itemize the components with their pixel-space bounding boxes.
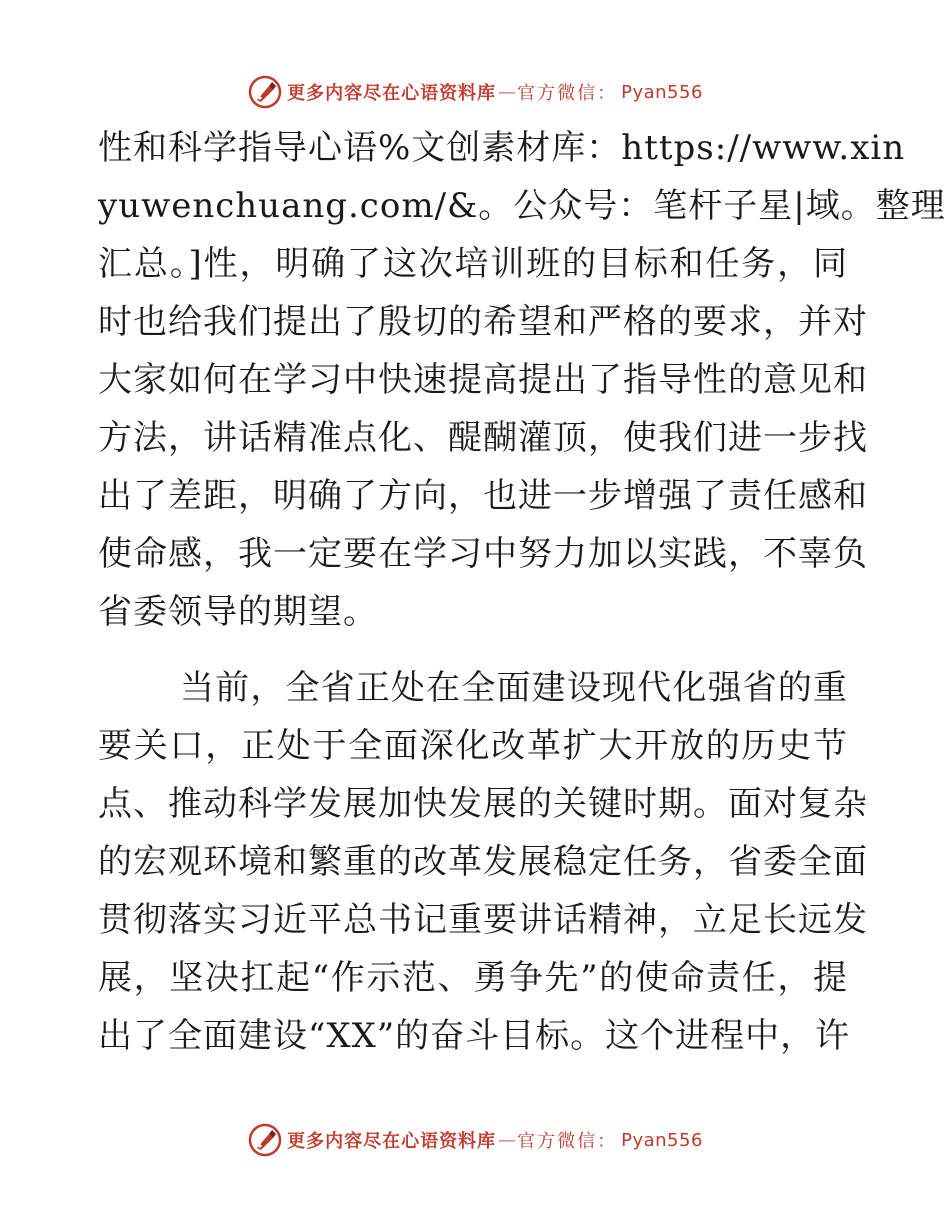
pen-nib-logo-icon: [247, 74, 283, 110]
body-line: 性和科学指导心语%文创素材库：https://www.xin: [98, 128, 906, 168]
body-line: 的宏观环境和繁重的改革发展稳定任务，省委全面: [98, 842, 868, 882]
body-line-paragraph-start: 当前，全省正处在全面建设现代化强省的重: [180, 668, 848, 708]
body-line: 时也给我们提出了殷切的希望和严格的要求，并对: [98, 302, 868, 342]
pen-nib-logo-icon: [247, 1122, 283, 1158]
footer-banner: [0, 1118, 950, 1162]
banner-separator: —: [498, 1129, 516, 1151]
brand-text: 更多内容尽在心语资料库: [287, 1131, 497, 1152]
body-line: 出了全面建设“XX”的奋斗目标。这个进程中，许: [98, 1016, 851, 1056]
body-line: yuwenchuang.com/&。公众号：笔杆子星|域。整理: [98, 186, 946, 226]
wechat-id: Pyan556: [621, 81, 703, 103]
body-line: 要关口，正处于全面深化改革扩大开放的历史节: [98, 726, 848, 766]
banner-separator: —: [498, 81, 516, 103]
body-line: 使命感，我一定要在学习中努力加以实践，不辜负: [98, 534, 868, 574]
wechat-label: 官方微信：: [517, 83, 618, 104]
brand-text: 更多内容尽在心语资料库: [287, 83, 497, 104]
header-banner: [0, 70, 950, 114]
body-line: 汇总。]性，明确了这次培训班的目标和任务，同: [98, 244, 848, 284]
body-line: 大家如何在学习中快速提高提出了指导性的意见和: [98, 360, 868, 400]
body-line-paragraph-end: 省委领导的期望。: [98, 592, 378, 632]
body-line: 出了差距，明确了方向，也进一步增强了责任感和: [98, 476, 868, 516]
body-line: 方法，讲话精准点化、醍醐灌顶，使我们进一步找: [98, 418, 868, 458]
wechat-id: Pyan556: [621, 1129, 703, 1151]
body-line: 贯彻落实习近平总书记重要讲话精神，立足长远发: [98, 900, 868, 940]
body-line: 展，坚决扛起“作示范、勇争先”的使命责任，提: [98, 958, 848, 998]
body-line: 点、推动科学发展加快发展的关键时期。面对复杂: [98, 784, 868, 824]
wechat-label: 官方微信：: [517, 1131, 618, 1152]
